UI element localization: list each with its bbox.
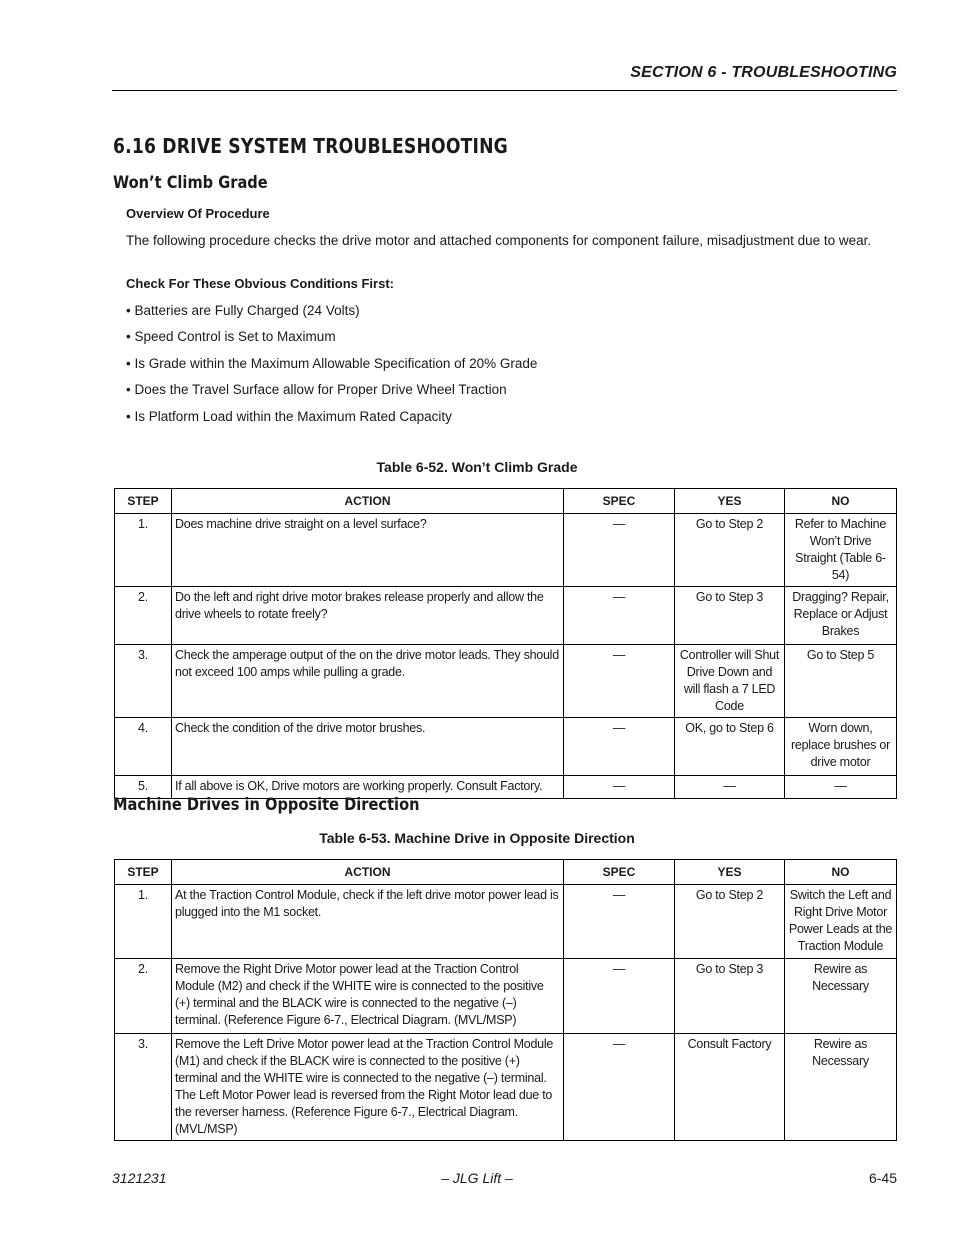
col-header-action: ACTION: [172, 489, 564, 514]
col-header-no: NO: [785, 489, 897, 514]
col-header-step: STEP: [115, 860, 172, 885]
cell-spec: —: [564, 718, 675, 776]
cell-spec: —: [564, 776, 675, 799]
subsection-heading-wont-climb: Won’t Climb Grade: [113, 173, 268, 193]
col-header-spec: SPEC: [564, 860, 675, 885]
cell-action: Do the left and right drive motor brakes release properly and allow the drive wheels to rotate freely?: [172, 587, 564, 645]
cell-spec: —: [564, 587, 675, 645]
cell-no: Dragging? Repair, Replace or Adjust Brakes: [785, 587, 897, 645]
cell-step: 2.: [115, 959, 172, 1034]
cell-step: 1.: [115, 885, 172, 959]
col-header-yes: YES: [675, 860, 785, 885]
cell-step: 2.: [115, 587, 172, 645]
table-caption-6-53: Table 6-53. Machine Drive in Opposite Direction: [319, 830, 635, 846]
table-header-row: [115, 489, 897, 514]
footer-doc-number: 3121231: [112, 1170, 167, 1186]
cell-yes: Controller will Shut Drive Down and will flash a 7 LED Code: [675, 645, 785, 718]
cell-action: At the Traction Control Module, check if the left drive motor power lead is plugged into the M1 socket.: [172, 885, 564, 959]
cell-spec: —: [564, 1034, 675, 1141]
cell-step: 3.: [115, 1034, 172, 1141]
cell-step: 1.: [115, 514, 172, 587]
cell-step: 3.: [115, 645, 172, 718]
cell-no: Rewire as Necessary: [785, 959, 897, 1034]
bullet-item: • Does the Travel Surface allow for Proper Drive Wheel Traction: [126, 382, 507, 397]
table-row: [115, 885, 897, 959]
page-header: [112, 64, 897, 91]
cell-yes: Go to Step 2: [675, 514, 785, 587]
table-row: [115, 959, 897, 1034]
col-header-yes: YES: [675, 489, 785, 514]
cell-step: 4.: [115, 718, 172, 776]
section-title: SECTION 6 - TROUBLESHOOTING: [630, 64, 897, 81]
cell-spec: —: [564, 645, 675, 718]
cell-no: Go to Step 5: [785, 645, 897, 718]
overview-text: The following procedure checks the drive motor and attached components for component failure, misadjustment due to wear.: [126, 233, 872, 248]
cell-no: —: [785, 776, 897, 799]
overview-heading: Overview Of Procedure: [126, 206, 270, 221]
table-wont-climb-grade: [114, 488, 897, 799]
table-row: [115, 514, 897, 587]
cell-yes: —: [675, 776, 785, 799]
bullet-item: • Is Grade within the Maximum Allowable Specification of 20% Grade: [126, 356, 538, 371]
cell-yes: Go to Step 2: [675, 885, 785, 959]
page-title: 6.16 DRIVE SYSTEM TROUBLESHOOTING: [113, 134, 508, 158]
cell-action: Remove the Left Drive Motor power lead at the Traction Control Module (M1) and check if the BLACK wire is connected to the positive (+) terminal and the WHITE wire is connected to the negative (–) terminal. The Left Motor Power lead is reversed from the Right Motor lead due to the reverser harness. (Reference Figure 6-7., Electrical Diagram. (MVL/MSP): [172, 1034, 564, 1141]
cell-no: Rewire as Necessary: [785, 1034, 897, 1141]
bullet-item: • Is Platform Load within the Maximum Rated Capacity: [126, 409, 452, 424]
table-header-row: [115, 860, 897, 885]
table-opposite-direction: [114, 859, 897, 1141]
cell-spec: —: [564, 885, 675, 959]
cell-yes: Go to Step 3: [675, 959, 785, 1034]
cell-action: Check the condition of the drive motor brushes.: [172, 718, 564, 776]
cell-spec: —: [564, 514, 675, 587]
subsection-heading-opposite-direction: Machine Drives in Opposite Direction: [113, 795, 420, 815]
check-heading: Check For These Obvious Conditions First:: [126, 276, 394, 291]
cell-action: If all above is OK, Drive motors are working properly. Consult Factory.: [172, 776, 564, 799]
cell-yes: OK, go to Step 6: [675, 718, 785, 776]
col-header-no: NO: [785, 860, 897, 885]
col-header-action: ACTION: [172, 860, 564, 885]
bullet-item: • Speed Control is Set to Maximum: [126, 329, 336, 344]
col-header-step: STEP: [115, 489, 172, 514]
cell-step: 5.: [115, 776, 172, 799]
table-row: [115, 587, 897, 645]
col-header-spec: SPEC: [564, 489, 675, 514]
cell-action: Remove the Right Drive Motor power lead at the Traction Control Module (M2) and check if the WHITE wire is connected to the positive (+) terminal and the BLACK wire is connected to the negative (–) terminal. (Reference Figure 6-7., Electrical Diagram. (MVL/MSP): [172, 959, 564, 1034]
cell-spec: —: [564, 959, 675, 1034]
cell-no: Worn down, replace brushes or drive motor: [785, 718, 897, 776]
cell-no: Switch the Left and Right Drive Motor Power Leads at the Traction Module: [785, 885, 897, 959]
cell-action: Does machine drive straight on a level surface?: [172, 514, 564, 587]
table-row: [115, 645, 897, 718]
cell-no: Refer to Machine Won’t Drive Straight (Table 6-54): [785, 514, 897, 587]
table-caption-6-52: Table 6-52. Won’t Climb Grade: [376, 459, 578, 475]
bullet-item: • Batteries are Fully Charged (24 Volts): [126, 303, 360, 318]
cell-yes: Go to Step 3: [675, 587, 785, 645]
cell-action: Check the amperage output of the on the drive motor leads. They should not exceed 100 amps while pulling a grade.: [172, 645, 564, 718]
footer-page-number: 6-45: [868, 1170, 897, 1186]
cell-yes: Consult Factory: [675, 1034, 785, 1141]
footer-center: – JLG Lift –: [441, 1170, 513, 1186]
table-row: [115, 718, 897, 776]
table-row: [115, 1034, 897, 1141]
